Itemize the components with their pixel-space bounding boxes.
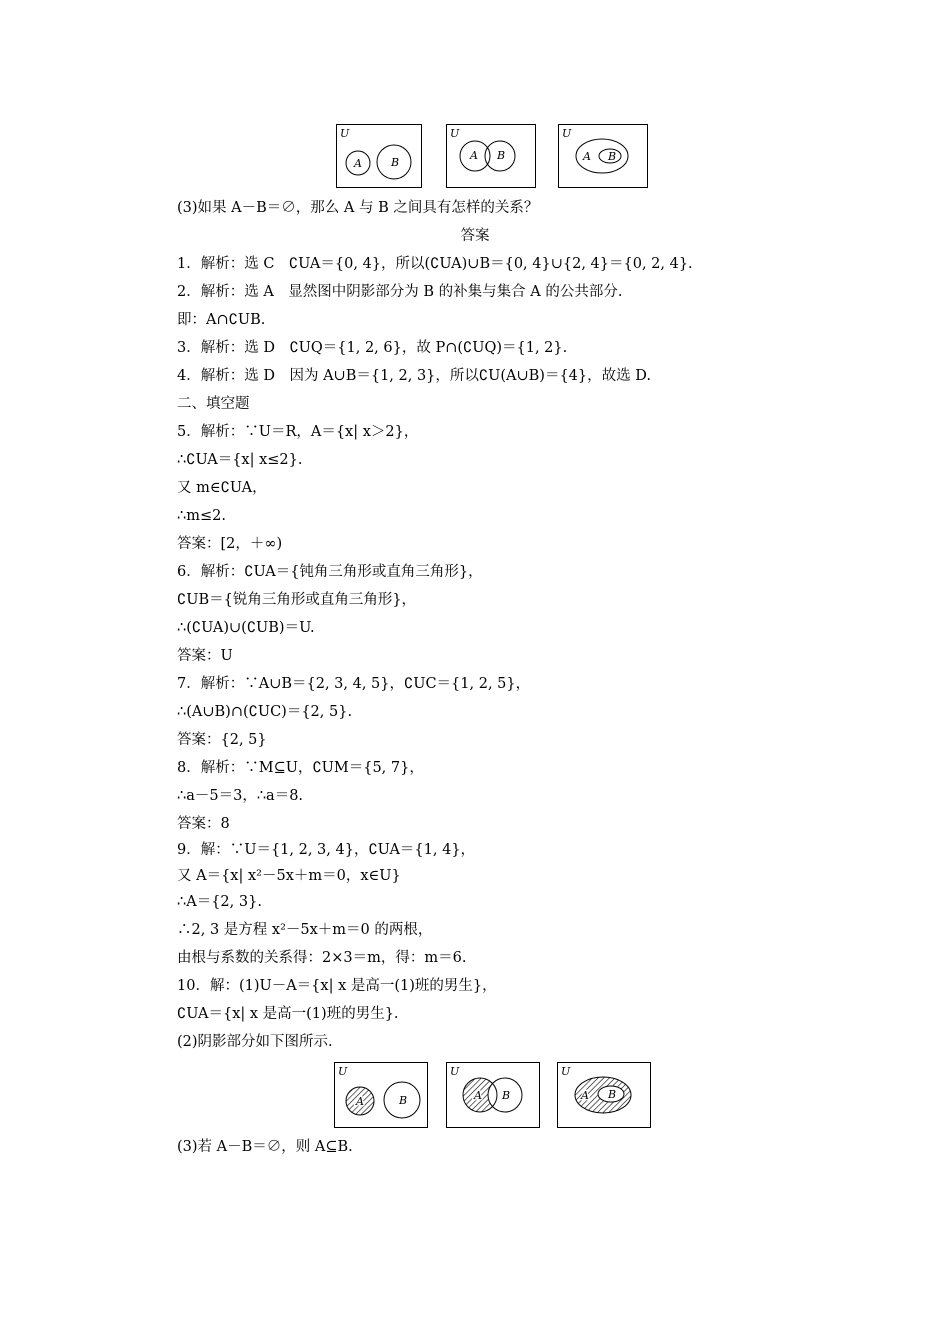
solution-line: ∴∁UA＝{x| x≤2}.: [177, 452, 303, 468]
top-venn-row: [0, 124, 950, 188]
solution-line: 10．解：(1)U－A＝{x| x 是高一(1)班的男生}，: [177, 978, 497, 994]
solution-line: ∴(∁UA)∪(∁UB)＝U.: [177, 620, 315, 636]
solution-line: 1．解析：选 C ∁UA＝{0, 4}，所以(∁UA)∪B＝{0, 4}∪{2, 4}＝{0, 2, 4}.: [177, 256, 693, 272]
solution-line: ∴(A∪B)∩(∁UC)＝{2, 5}.: [177, 704, 353, 720]
venn-shaded-overlap: [446, 1062, 540, 1128]
venn-shaded-subset: [557, 1062, 651, 1128]
solution-line: ∴2, 3 是方程 x²－5x＋m＝0 的两根，: [177, 922, 433, 938]
universe-label: U: [561, 1065, 571, 1078]
universe-label: U: [450, 127, 460, 140]
set-a-label: A: [583, 150, 591, 163]
solution-line: 由根与系数的关系得：2×3＝m，得：m＝6.: [177, 950, 467, 966]
solution-line: ∴m≤2.: [177, 508, 226, 524]
answer-line: 答案：[2，＋∞): [177, 536, 283, 552]
universe-label: U: [450, 1065, 460, 1078]
universe-label: U: [338, 1065, 348, 1078]
solution-line: 即：A∩∁UB.: [177, 312, 266, 328]
universe-label: U: [562, 127, 572, 140]
solution-line: ∴a－5＝3，∴a＝8.: [177, 788, 304, 804]
answer-line: 答案：8: [177, 816, 230, 832]
solution-line: 8．解析：∵M⊆U，∁UM＝{5, 7}，: [177, 760, 424, 776]
solution-line: 6．解析：∁UA＝{钝角三角形或直角三角形}，: [177, 564, 483, 580]
solution-line: 3．解析：选 D ∁UQ＝{1, 2, 6}，故 P∩(∁UQ)＝{1, 2}.: [177, 340, 568, 356]
solution-line: 又 A＝{x| x²－5x＋m＝0，x∈U}: [177, 868, 401, 884]
set-a-label: A: [356, 1095, 364, 1108]
solution-line: ∁UB＝{锐角三角形或直角三角形}，: [177, 592, 417, 608]
solution-line: (2)阴影部分如下图所示.: [177, 1034, 333, 1050]
set-a-label: A: [470, 149, 478, 162]
question-3: (3)如果 A－B＝∅，那么 A 与 B 之间具有怎样的关系？: [177, 200, 539, 216]
universe-label: U: [340, 127, 350, 140]
venn-shaded-disjoint: [334, 1062, 428, 1128]
solution-line: 5．解析：∵U＝R，A＝{x| x＞2}，: [177, 424, 419, 440]
bottom-venn-row: [0, 1062, 950, 1128]
solution-line: ∴A＝{2, 3}.: [177, 894, 262, 910]
final-answer-3: (3)若 A－B＝∅，则 A⊆B.: [177, 1139, 353, 1155]
set-b-label: B: [497, 149, 506, 162]
section-heading: 二、填空题: [177, 396, 250, 412]
solution-line: 又 m∈∁UA，: [177, 480, 267, 496]
set-a-label: A: [354, 157, 362, 170]
solution-line: 7．解析：∵A∪B＝{2, 3, 4, 5}，∁UC＝{1, 2, 5}，: [177, 676, 531, 692]
set-b-label: B: [608, 150, 617, 163]
set-a-label: A: [581, 1089, 589, 1102]
venn-disjoint: [336, 124, 422, 188]
solution-line: 9．解：∵U＝{1, 2, 3, 4}，∁UA＝{1, 4}，: [177, 842, 476, 858]
answer-heading: 答案: [460, 228, 490, 244]
set-b-label: B: [608, 1088, 617, 1101]
solution-line: 4．解析：选 D 因为 A∪B＝{1, 2, 3}，所以∁U(A∪B)＝{4}，故选 D.: [177, 368, 651, 384]
answer-line: 答案：U: [177, 648, 233, 664]
venn-subset: [558, 124, 648, 188]
set-b-label: B: [391, 156, 400, 169]
set-b-label: B: [399, 1094, 408, 1107]
solution-line: ∁UA＝{x| x 是高一(1)班的男生}.: [177, 1006, 399, 1022]
set-a-label: A: [474, 1089, 482, 1102]
venn-overlap: [446, 124, 536, 188]
answer-line: 答案：{2, 5}: [177, 732, 267, 748]
solution-line: 2．解析：选 A 显然图中阴影部分为 B 的补集与集合 A 的公共部分.: [177, 284, 623, 300]
set-b-label: B: [502, 1089, 511, 1102]
